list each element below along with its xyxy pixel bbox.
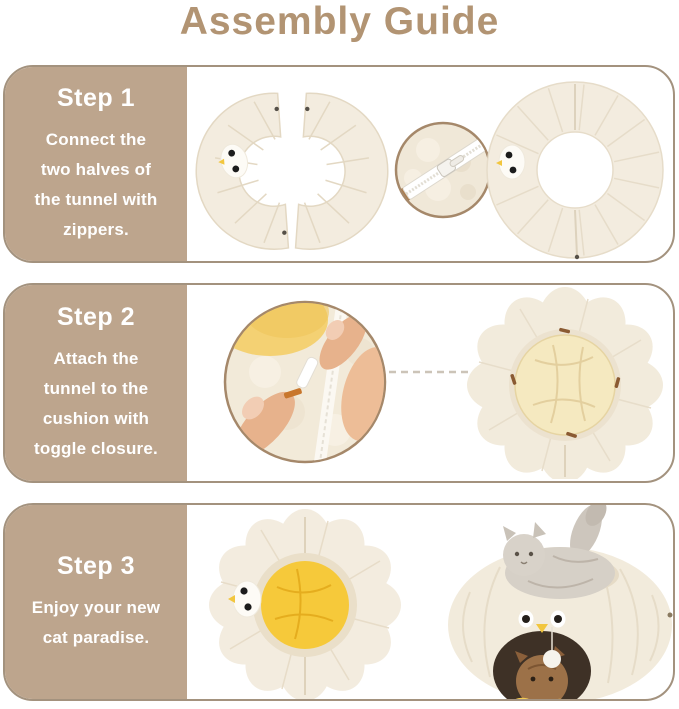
zipper-closeup-inset [392, 123, 490, 217]
step-2-photos [187, 285, 673, 479]
step-1-panel [3, 65, 675, 263]
step-1-photos [187, 67, 673, 261]
step-3-photos [187, 505, 673, 699]
step-1-label [5, 67, 187, 261]
step-2-label [5, 285, 187, 481]
step-3-desc-line: cat paradise. [42, 627, 150, 647]
step-2-panel [3, 283, 675, 483]
step-3-panel [3, 503, 675, 701]
page-title: Assembly Guide [179, 0, 500, 43]
bed-top-view-yellow-cushion-photo [208, 508, 401, 699]
step-2-title: Step 2 [56, 302, 136, 331]
step-2-desc-line: tunnel to the [43, 378, 149, 398]
assembled-tunnel-ring-photo [487, 82, 663, 259]
step-2-desc-line: Attach the [53, 348, 139, 368]
step-1-desc-line: the tunnel with [34, 189, 158, 209]
step-3-title: Step 3 [56, 551, 136, 580]
step-2-desc-line: cushion with [42, 408, 150, 428]
bed-top-view-cushion-photo [467, 287, 664, 479]
toggle-attachment-closeup-inset [212, 285, 406, 471]
step-3-label [5, 505, 187, 699]
step-1-desc-line: Connect the [45, 129, 147, 149]
step-1-desc-line: zippers. [63, 219, 129, 239]
split-tunnel-halves-photo [191, 93, 393, 255]
step-3-desc-line: Enjoy your new [31, 597, 161, 617]
cats-in-assembled-bed-photo [448, 505, 673, 699]
step-2-desc-line: toggle closure. [34, 438, 158, 458]
step-1-title: Step 1 [56, 83, 136, 112]
step-1-desc-line: two halves of [40, 159, 152, 179]
